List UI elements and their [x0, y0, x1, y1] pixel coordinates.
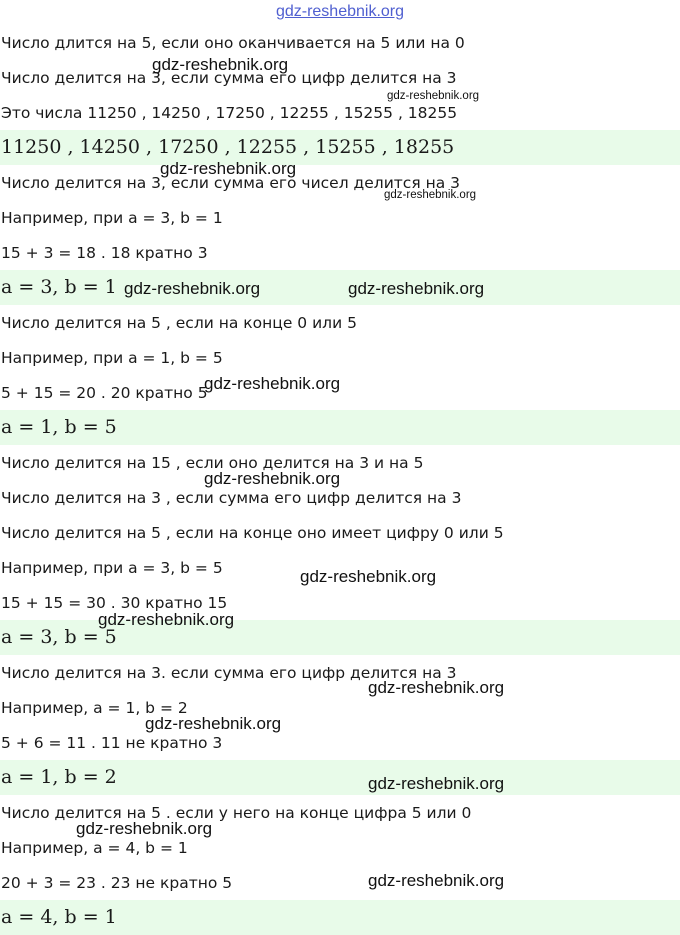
answer-box: a = 3, b = 5: [0, 620, 680, 655]
rule-divisible-by-5: Число делится на 5 , если на конце 0 или 5: [1, 314, 357, 332]
calculation-line: 20 + 3 = 23 . 23 не кратно 5: [1, 874, 233, 892]
rule-divisible-by-3: Число делится на 3, если сумма его чисел делится на 3: [1, 174, 460, 192]
watermark: gdz-reshebnik.org: [368, 871, 505, 890]
answer-box: 11250 , 14250 , 17250 , 12255 , 15255 , 18255: [0, 130, 680, 165]
rule-divisible-by-5: Число делится на 5 . если у него на конце цифра 5 или 0: [1, 804, 472, 822]
rule-divisible-by-3: Число делится на 3 , если сумма его цифр делится на 3: [1, 489, 462, 507]
watermark: gdz-reshebnik.org: [368, 678, 505, 697]
watermark: gdz-reshebnik.org: [348, 279, 485, 298]
example-line: Например, a = 1, b = 2: [1, 699, 188, 717]
watermark: gdz-reshebnik.org: [145, 714, 282, 733]
answer-box: a = 1, b = 2: [0, 760, 680, 795]
watermark: gdz-reshebnik.org: [204, 374, 341, 393]
watermark: gdz-reshebnik.org: [98, 610, 235, 629]
watermark: gdz-reshebnik.org: [384, 189, 477, 201]
calculation-line: 5 + 15 = 20 . 20 кратно 5: [1, 384, 208, 402]
watermark: gdz-reshebnik.org: [387, 90, 480, 102]
watermark: gdz-reshebnik.org: [368, 774, 505, 793]
rule-divisible-by-3: Число делится на 3. если сумма его цифр делится на 3: [1, 664, 457, 682]
watermark: gdz-reshebnik.org: [160, 159, 297, 178]
answer-box: a = 4, b = 1: [0, 900, 680, 935]
example-line: Например, при a = 1, b = 5: [1, 349, 223, 367]
calculation-line: 15 + 3 = 18 . 18 кратно 3: [1, 244, 208, 262]
watermark: gdz-reshebnik.org: [300, 567, 437, 586]
watermark: gdz-reshebnik.org: [152, 55, 289, 74]
calculation-line: 15 + 15 = 30 . 30 кратно 15: [1, 594, 228, 612]
rule-divisible-by-3: Число делится на 3, если сумма его цифр делится на 3: [1, 69, 457, 87]
rule-divisible-by-15: Число делится на 15 , если оно делится на 3 и на 5: [1, 454, 424, 472]
site-header-link[interactable]: gdz-reshebnik.org: [275, 3, 405, 20]
rule-divisible-by-5: Число длится на 5, если оно оканчивается на 5 или на 0: [1, 34, 465, 52]
numbers-list: Это числа 11250 , 14250 , 17250 , 12255 , 15255 , 18255: [1, 104, 458, 122]
rule-divisible-by-5: Число делится на 5 , если на конце оно имеет цифру 0 или 5: [1, 524, 504, 542]
watermark: gdz-reshebnik.org: [204, 469, 341, 488]
calculation-line: 5 + 6 = 11 . 11 не кратно 3: [1, 734, 223, 752]
answer-box: a = 3, b = 1: [0, 270, 680, 305]
example-line: Например, при a = 3, b = 5: [1, 559, 223, 577]
watermark: gdz-reshebnik.org: [76, 819, 213, 838]
watermark: gdz-reshebnik.org: [124, 279, 261, 298]
example-line: Например, a = 4, b = 1: [1, 839, 188, 857]
answer-box: a = 1, b = 5: [0, 410, 680, 445]
example-line: Например, при a = 3, b = 1: [1, 209, 223, 227]
